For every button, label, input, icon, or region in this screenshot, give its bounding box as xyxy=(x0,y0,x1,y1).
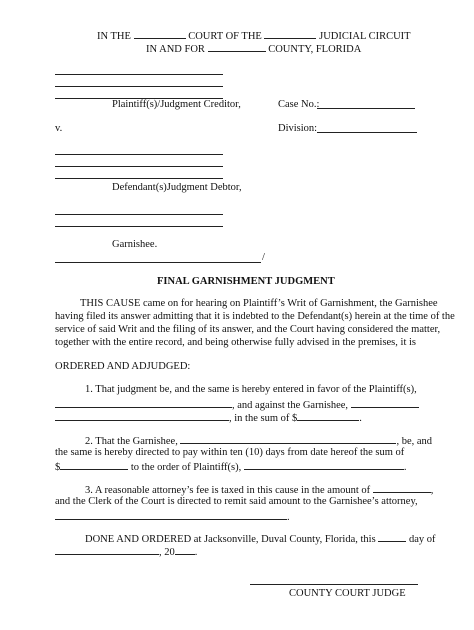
signature-label: COUNTY COURT JUDGE xyxy=(289,588,406,599)
division-label: Division: xyxy=(278,123,318,134)
plaintiff-line-1[interactable] xyxy=(55,74,223,75)
item1-amount-blank[interactable] xyxy=(297,410,359,421)
item1-period: . xyxy=(359,413,362,424)
item2-line-3 xyxy=(55,459,406,474)
item2-dollar: $ xyxy=(55,462,61,473)
done-line-2 xyxy=(55,544,197,559)
ordered-heading: ORDERED AND ADJUDGED: xyxy=(55,361,191,372)
item3-comma: , xyxy=(430,485,434,496)
item2-plaintiff-blank[interactable] xyxy=(244,459,404,470)
header-line-2 xyxy=(146,41,361,56)
done-period: . xyxy=(194,547,198,558)
item2-be-and-text: , be, and xyxy=(396,436,433,447)
garnishee-caption-line[interactable] xyxy=(55,262,261,263)
intro-line-3: service of said Writ and the filing of its answer, and the Court having considered the matter, xyxy=(55,324,441,335)
circuit-number-blank[interactable] xyxy=(264,28,316,39)
item1-against-text: , and against the Garnishee, xyxy=(232,400,349,411)
county-florida-text: COUNTY, FLORIDA xyxy=(268,44,362,55)
item2-period: . xyxy=(403,462,407,473)
defendant-label: Defendant(s)Judgment Debtor, xyxy=(112,182,242,193)
defendant-line-1[interactable] xyxy=(55,154,223,155)
item3-attorney-blank[interactable] xyxy=(55,509,287,520)
item1-sum-text: , in the sum of $ xyxy=(229,413,298,424)
in-the-text: IN THE xyxy=(97,31,131,42)
item1-garnishee-blank[interactable] xyxy=(351,397,419,408)
defendant-line-2[interactable] xyxy=(55,166,223,167)
garnishee-line-2[interactable] xyxy=(55,226,223,227)
case-no-label: Case No.: xyxy=(278,99,320,110)
plaintiff-label: Plaintiff(s)/Judgment Creditor, xyxy=(112,99,241,110)
court-of-the-text: COURT OF THE xyxy=(188,31,262,42)
item2-order-text: to the order of Plaintiff(s), xyxy=(130,462,242,473)
versus-text: v. xyxy=(55,123,63,134)
item3-line-2: and the Clerk of the Court is directed to remit said amount to the Garnishee’s attorney, xyxy=(55,496,418,507)
item2-garnishee-text: 2. That the Garnishee, xyxy=(85,436,178,447)
court-name-blank[interactable] xyxy=(134,28,186,39)
item1-line-1: 1. That judgment be, and the same is hereby entered in favor of the Plaintiff(s), xyxy=(85,384,417,395)
judicial-circuit-text: JUDICIAL CIRCUIT xyxy=(319,31,411,42)
defendant-line-3[interactable] xyxy=(55,178,223,179)
done-day-of-text: day of xyxy=(408,534,436,545)
intro-line-2: having filed its answer admitting that it is indebted to the Defendant(s) herein at the time of the xyxy=(55,311,455,322)
document-title: FINAL GARNISHMENT JUDGMENT xyxy=(157,276,335,287)
case-no-blank[interactable] xyxy=(317,108,415,109)
plaintiff-line-2[interactable] xyxy=(55,86,223,87)
garnishee-line-1[interactable] xyxy=(55,214,223,215)
item1-name-blank[interactable] xyxy=(55,410,229,421)
caption-slash: / xyxy=(262,252,265,263)
item2-amount-blank[interactable] xyxy=(60,459,128,470)
done-year-blank[interactable] xyxy=(175,544,195,555)
county-name-blank[interactable] xyxy=(208,41,266,52)
item3-line-3 xyxy=(55,509,290,524)
done-month-blank[interactable] xyxy=(55,544,159,555)
division-blank[interactable] xyxy=(317,132,417,133)
item3-fee-blank[interactable] xyxy=(373,482,431,493)
item1-plaintiff-blank[interactable] xyxy=(55,397,232,408)
done-day-blank[interactable] xyxy=(378,531,406,542)
item2-line-2: the same is hereby directed to pay within ten (10) days from date hereof the sum of xyxy=(55,447,405,458)
intro-line-1: THIS CAUSE came on for hearing on Plaintiff’s Writ of Garnishment, the Garnishee xyxy=(80,298,438,309)
done-year-text: , 20 xyxy=(159,547,175,558)
item1-line-3 xyxy=(55,410,362,425)
signature-line[interactable] xyxy=(250,584,418,585)
item3-fee-text: 3. A reasonable attorney’s fee is taxed in this cause in the amount of xyxy=(85,485,371,496)
item2-garnishee-blank[interactable] xyxy=(180,433,396,444)
in-and-for-text: IN AND FOR xyxy=(146,44,205,55)
intro-line-4: together with the entire record, and being otherwise fully advised in the premises, it is xyxy=(55,337,416,348)
done-ordered-text: DONE AND ORDERED at Jacksonville, Duval County, Florida, this xyxy=(85,534,376,545)
item3-period: . xyxy=(287,512,290,523)
garnishee-label: Garnishee. xyxy=(112,239,158,250)
